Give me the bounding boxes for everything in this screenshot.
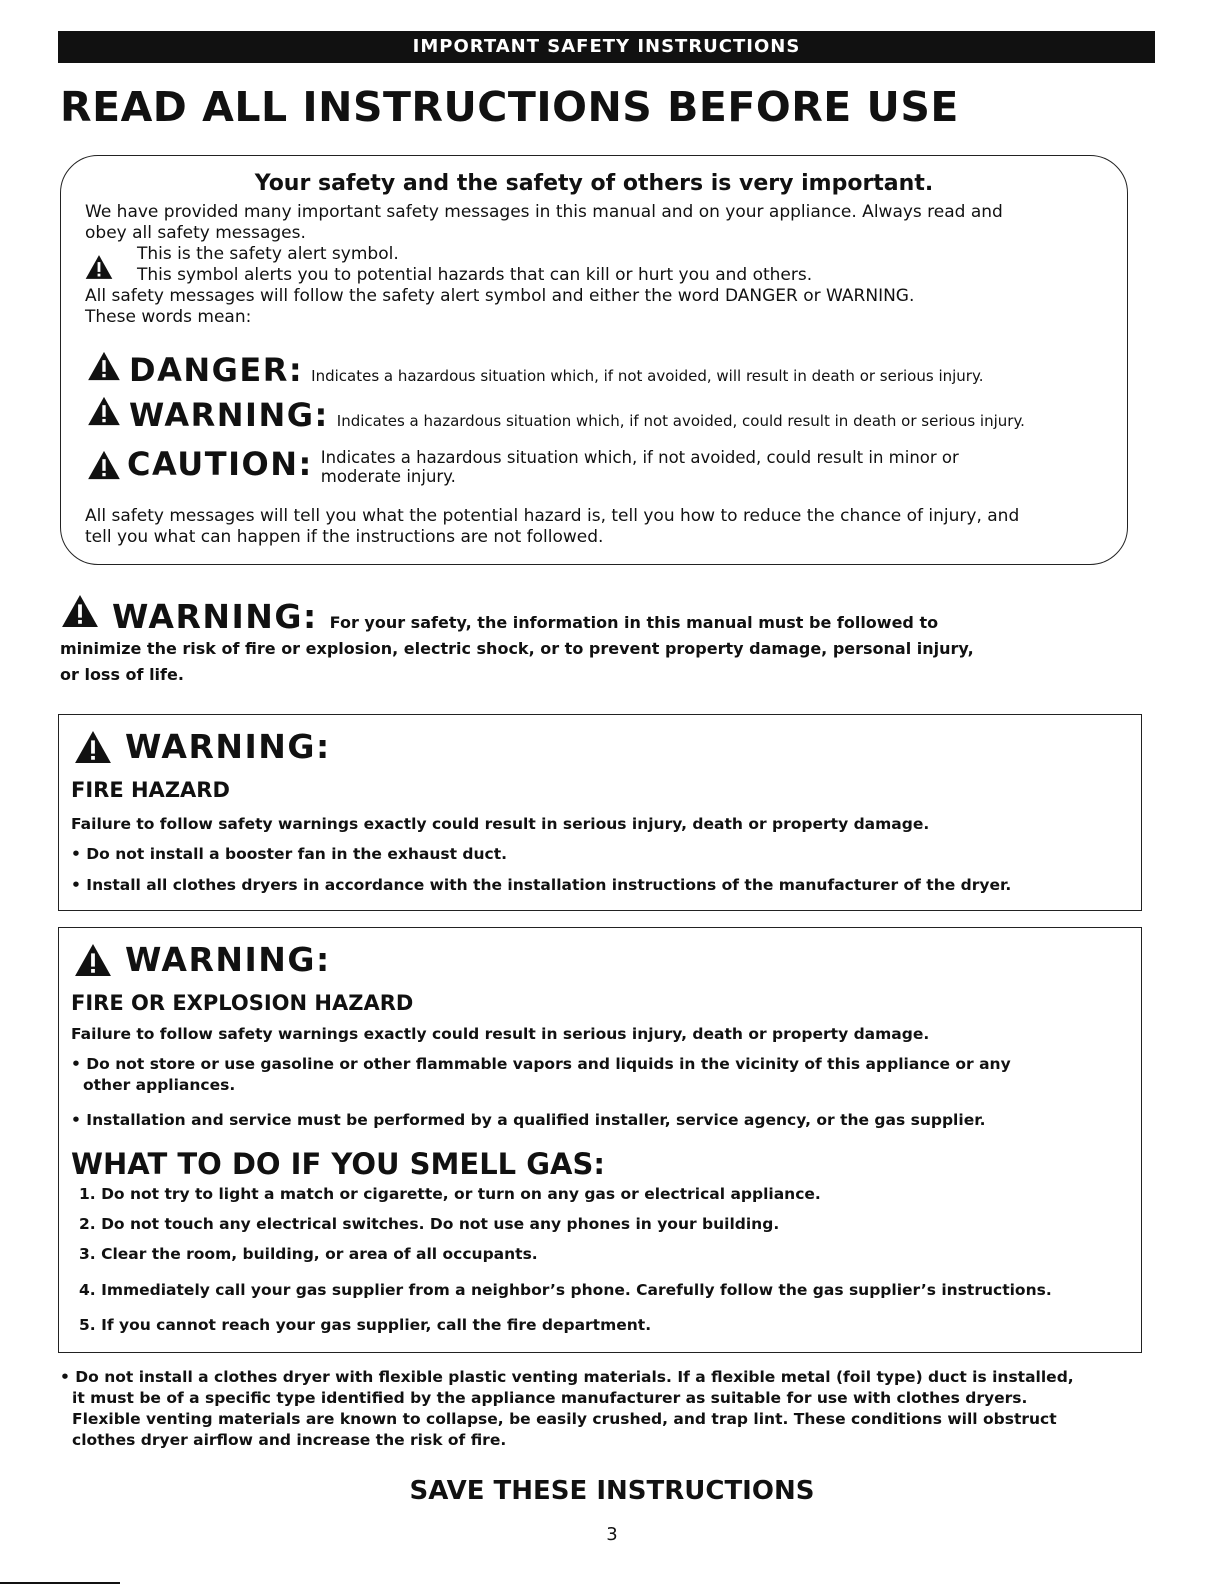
venting-note-line: it must be of a specific type identified by the appliance manufacturer as suitable for use with clothes dryers. bbox=[72, 1389, 1028, 1407]
general-warning-text: or loss of life. bbox=[60, 665, 184, 684]
danger-word: DANGER: bbox=[129, 351, 304, 389]
alert-triangle-icon bbox=[60, 594, 100, 628]
intro-box bbox=[60, 155, 1128, 565]
explosion-bullet: • Installation and service must be performed by a qualified installer, service agency, or the gas supplier. bbox=[71, 1111, 986, 1129]
intro-heading: Your safety and the safety of others is very important. bbox=[254, 171, 934, 196]
safety-banner: IMPORTANT SAFETY INSTRUCTIONS bbox=[58, 31, 1155, 63]
warning-description: Indicates a hazardous situation which, if not avoided, could result in death or serious injury. bbox=[336, 412, 1025, 430]
venting-note-line: Flexible venting materials are known to collapse, be easily crushed, and trap lint. These conditions will obstruct bbox=[72, 1410, 1057, 1428]
warning-row bbox=[87, 396, 1025, 433]
fire-warning-word: WARNING: bbox=[125, 727, 331, 766]
explosion-lead: Failure to follow safety warnings exactly could result in serious injury, death or property damage. bbox=[71, 1025, 930, 1043]
caution-word: CAUTION: bbox=[127, 445, 313, 483]
intro-line: obey all safety messages. bbox=[85, 223, 306, 243]
intro-line: All safety messages will follow the safety alert symbol and either the word DANGER or WARNING. bbox=[85, 286, 915, 306]
fire-lead: Failure to follow safety warnings exactly could result in serious injury, death or property damage. bbox=[71, 815, 930, 833]
alert-triangle-icon bbox=[73, 943, 113, 977]
general-warning bbox=[60, 594, 1160, 688]
general-warning-word: WARNING: bbox=[112, 597, 318, 636]
alert-triangle-icon bbox=[87, 351, 121, 381]
danger-description: Indicates a hazardous situation which, if not avoided, will result in death or serious injury. bbox=[311, 367, 984, 385]
explosion-warning-word: WARNING: bbox=[125, 940, 331, 979]
fire-bullet: • Do not install a booster fan in the exhaust duct. bbox=[71, 845, 508, 863]
gas-step: 1. Do not try to light a match or cigarette, or turn on any gas or electrical appliance. bbox=[79, 1185, 821, 1203]
venting-note-line: clothes dryer airflow and increase the risk of fire. bbox=[72, 1431, 507, 1449]
general-warning-text: minimize the risk of fire or explosion, electric shock, or to prevent property damage, personal injury, bbox=[60, 639, 974, 658]
explosion-bullet: • Do not store or use gasoline or other flammable vapors and liquids in the vicinity of this appliance or any bbox=[71, 1055, 1011, 1073]
intro-line: We have provided many important safety messages in this manual and on your appliance. Always read and bbox=[85, 202, 1003, 222]
explosion-hazard-title: FIRE OR EXPLOSION HAZARD bbox=[71, 991, 414, 1015]
gas-step: 2. Do not touch any electrical switches. Do not use any phones in your building. bbox=[79, 1215, 780, 1233]
caution-description: moderate injury. bbox=[320, 467, 456, 486]
fire-bullet: • Install all clothes dryers in accordance with the installation instructions of the manufacturer of the dryer. bbox=[71, 876, 1012, 894]
smell-gas-heading: WHAT TO DO IF YOU SMELL GAS: bbox=[71, 1147, 605, 1181]
alert-symbol-line: This is the safety alert symbol. bbox=[137, 244, 399, 264]
explosion-hazard-box bbox=[58, 927, 1142, 1353]
footer-rule bbox=[0, 1582, 120, 1584]
intro-line: These words mean: bbox=[85, 307, 252, 327]
intro-footer: tell you what can happen if the instructions are not followed. bbox=[85, 527, 604, 547]
alert-symbol-line: This symbol alerts you to potential hazards that can kill or hurt you and others. bbox=[137, 265, 813, 285]
page-number: 3 bbox=[606, 1524, 618, 1545]
warning-word: WARNING: bbox=[129, 396, 329, 434]
alert-triangle-icon bbox=[87, 450, 121, 480]
gas-step: 5. If you cannot reach your gas supplier, call the fire department. bbox=[79, 1316, 652, 1334]
fire-hazard-box bbox=[58, 714, 1142, 911]
alert-triangle-icon bbox=[85, 254, 113, 280]
gas-step: 3. Clear the room, building, or area of all occupants. bbox=[79, 1245, 538, 1263]
caution-description: Indicates a hazardous situation which, if not avoided, could result in minor or bbox=[320, 448, 959, 467]
danger-row bbox=[87, 351, 983, 388]
intro-footer: All safety messages will tell you what the potential hazard is, tell you how to reduce the chance of injury, and bbox=[85, 506, 1020, 526]
fire-warning-heading bbox=[73, 727, 331, 767]
venting-note bbox=[60, 1367, 1160, 1451]
caution-row bbox=[87, 446, 959, 486]
alert-triangle-icon bbox=[73, 730, 113, 764]
explosion-warning-heading bbox=[73, 940, 331, 980]
fire-hazard-title: FIRE HAZARD bbox=[71, 778, 230, 802]
save-instructions: SAVE THESE INSTRUCTIONS bbox=[409, 1476, 815, 1506]
alert-triangle-icon bbox=[87, 396, 121, 426]
page-title: READ ALL INSTRUCTIONS BEFORE USE bbox=[60, 83, 959, 131]
gas-step: 4. Immediately call your gas supplier from a neighbor’s phone. Carefully follow the gas supplier’s instructions. bbox=[79, 1281, 1052, 1299]
general-warning-text: For your safety, the information in this manual must be followed to bbox=[329, 613, 939, 632]
venting-note-line: • Do not install a clothes dryer with flexible plastic venting materials. If a flexible metal (foil type) duct is installed, bbox=[60, 1368, 1074, 1386]
explosion-bullet-continued: other appliances. bbox=[83, 1076, 236, 1094]
